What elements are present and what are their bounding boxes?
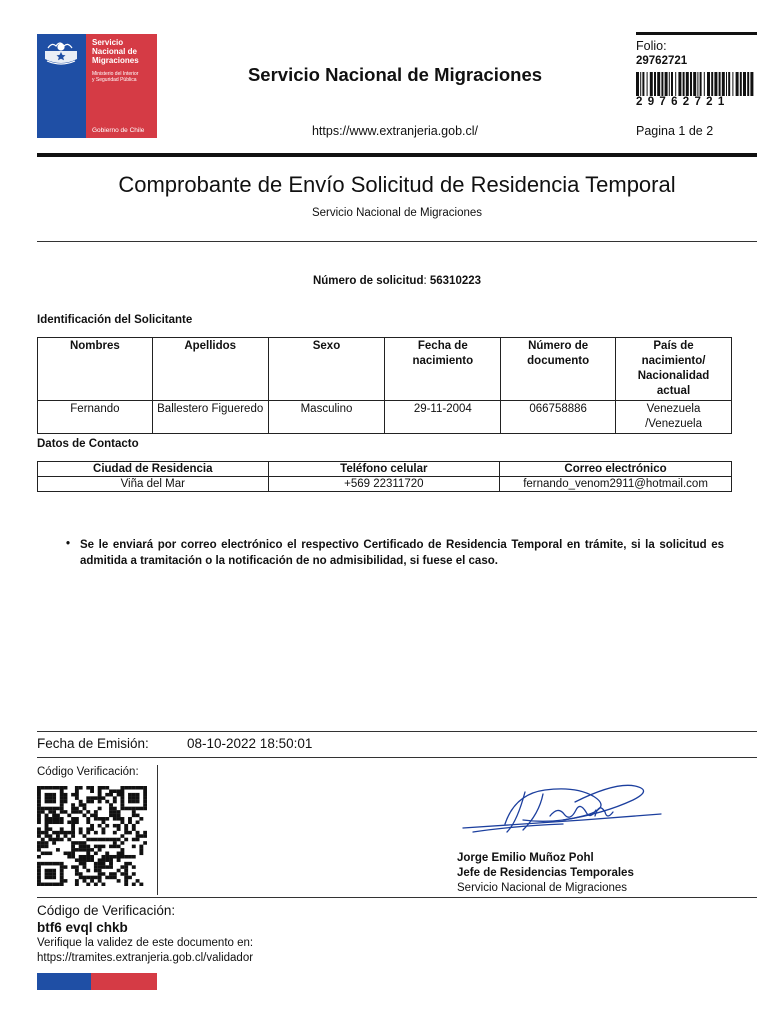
contact-header-row [38,462,732,477]
logo-line-2: Nacional de [92,47,137,56]
col-pais-nacionalidad: País de nacimiento/ Nacionalidad actual [616,338,732,401]
folio-top-rule [636,32,757,35]
cell-ciudad: Viña del Mar [38,477,269,492]
emission-top-rule [37,731,757,732]
verification-top-rule [37,897,757,898]
applicant-header-row [38,338,732,401]
col-apellidos: Apellidos [152,338,268,401]
cell-pais-nacionalidad: Venezuela /Venezuela [616,401,732,434]
applicant-section-title: Identificación del Solicitante [37,314,193,326]
logo-ministry-2: y Seguridad Pública [92,77,137,83]
barcode-icon [636,72,754,96]
emission-bottom-rule [37,757,757,758]
logo-line-1: Servicio [92,38,124,47]
cell-fecha-nacimiento: 29-11-2004 [385,401,501,434]
applicant-table [37,337,732,434]
folio-number: 29762721 [636,55,688,67]
solicitud-number: 56310223 [429,275,482,287]
contact-table [37,461,732,492]
solicitud-label: Número de solicitud [312,275,424,287]
title-divider [37,241,757,242]
col-ciudad: Ciudad de Residencia [38,462,269,477]
note-text: Se le enviará por correo electrónico el respectivo Certificado de Residencia Temporal en trámite, si la solicitud es admitida a tramitación o la notificación de no admisibilidad, si fuese el caso. [80,539,724,567]
migraciones-logo [37,34,157,138]
col-numero-documento: Número de documento [501,338,616,401]
signature-icon [455,776,665,848]
logo-gobierno: Gobierno de Chile [92,127,145,134]
header-divider [37,153,757,157]
qr-divider [157,765,158,895]
header-url[interactable]: https://www.extranjeria.gob.cl/ [311,124,479,138]
cell-correo[interactable]: fernando_venom2911@hotmail.com [500,477,732,492]
verification-label: Código de Verificación: [37,903,176,918]
verification-small-label: Código Verificación: [37,766,139,778]
col-nombres: Nombres [38,338,153,401]
barcode-digits: 29762721 [636,96,730,108]
folio-label: Folio: [636,39,667,53]
logo-line-3: Migraciones [92,56,139,65]
col-telefono: Teléfono celular [268,462,500,477]
col-correo: Correo electrónico [500,462,732,477]
emission-value: 08-10-2022 18:50:01 [187,736,313,751]
verification-url[interactable]: https://tramites.extranjeria.gob.cl/validador [37,952,254,964]
footer-flag-red [91,973,157,990]
signatory-role: Jefe de Residencias Temporales [457,867,634,879]
logo-ministry-1: Ministerio del Interior [92,71,139,77]
document-subtitle: Servicio Nacional de Migraciones [311,207,483,219]
solicitud-line: Número de solicitud: 56310223 [312,275,482,287]
footer-flag-blue [37,973,91,990]
verification-instructions: Verifique la validez de este documento en: [37,937,254,949]
cell-numero-documento: 066758886 [501,401,616,434]
cell-apellidos: Ballestero Figueredo [152,401,268,434]
page-indicator: Pagina 1 de 2 [636,124,714,138]
col-sexo: Sexo [268,338,385,401]
verification-code: btf6 evql chkb [37,920,128,935]
signatory-org: Servicio Nacional de Migraciones [457,882,628,894]
cell-sexo: Masculino [268,401,385,434]
contact-section-title: Datos de Contacto [37,438,139,450]
table-row [38,477,732,492]
qr-code-icon[interactable] [37,786,147,886]
emission-label: Fecha de Emisión: [37,736,149,751]
note-bullet: • [66,538,71,550]
document-title: Comprobante de Envío Solicitud de Residencia Temporal [118,172,676,197]
table-row [38,401,732,434]
cell-telefono: +569 22311720 [268,477,500,492]
header-title: Servicio Nacional de Migraciones [247,64,543,85]
signatory-name: Jorge Emilio Muñoz Pohl [457,852,594,864]
cell-nombres: Fernando [38,401,153,434]
col-fecha-nacimiento: Fecha de nacimiento [385,338,501,401]
